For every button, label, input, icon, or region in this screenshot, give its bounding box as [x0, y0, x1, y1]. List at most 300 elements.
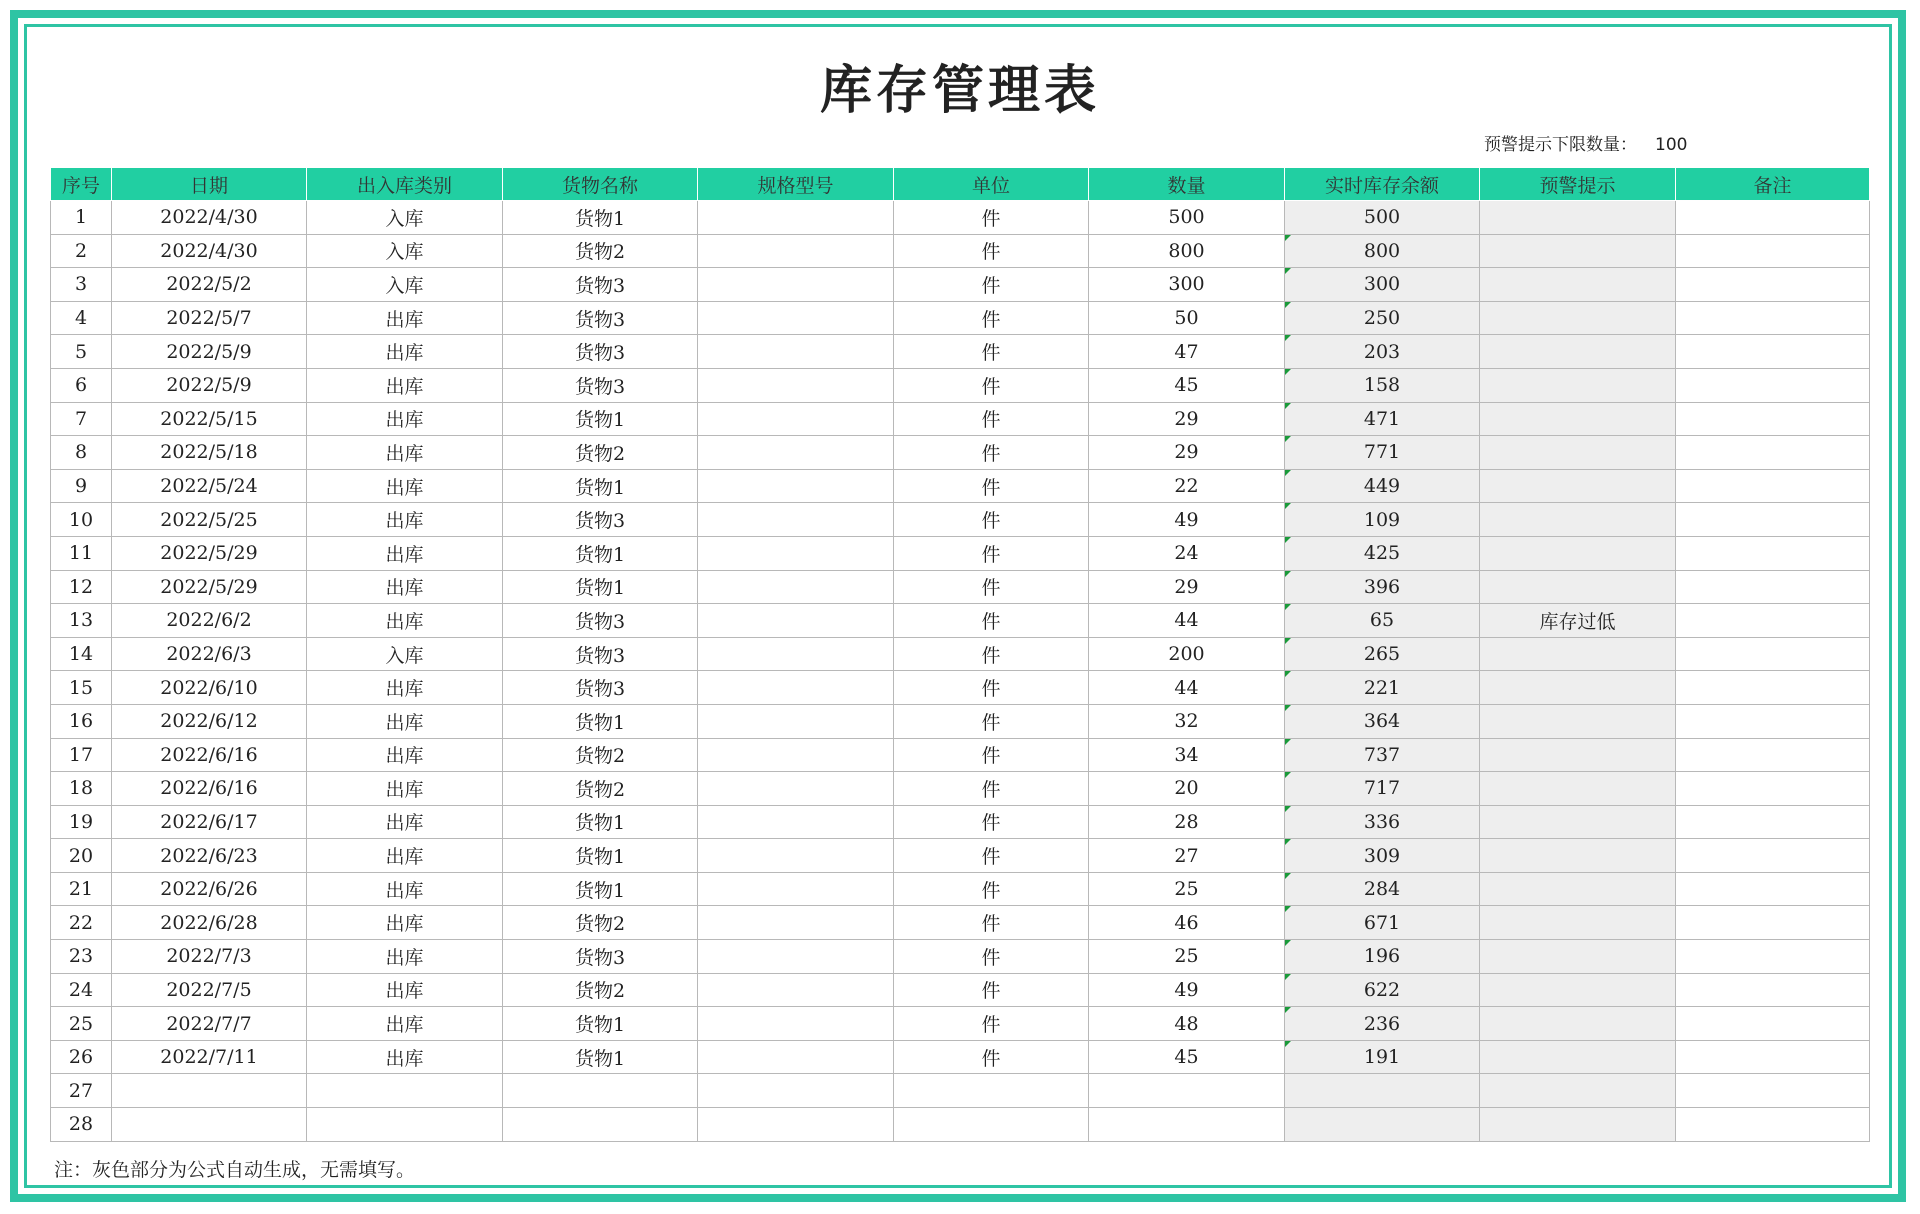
- cell-balance[interactable]: [1285, 570, 1480, 604]
- cell-item[interactable]: [503, 772, 698, 806]
- cell-type[interactable]: [307, 268, 503, 302]
- cell-type[interactable]: [307, 1074, 503, 1108]
- cell-no[interactable]: [51, 872, 112, 906]
- cell-balance[interactable]: [1285, 268, 1480, 302]
- cell-warning[interactable]: [1480, 368, 1676, 402]
- cell-no[interactable]: [51, 940, 112, 974]
- cell-unit[interactable]: [894, 1040, 1089, 1074]
- cell-no[interactable]: [51, 335, 112, 369]
- cell-qty[interactable]: [1089, 335, 1285, 369]
- cell-qty[interactable]: [1089, 1007, 1285, 1041]
- cell-remark[interactable]: [1676, 738, 1870, 772]
- cell-unit[interactable]: [894, 570, 1089, 604]
- cell-unit[interactable]: [894, 637, 1089, 671]
- cell-warning[interactable]: [1480, 1007, 1676, 1041]
- cell-type[interactable]: [307, 201, 503, 235]
- cell-no[interactable]: [51, 704, 112, 738]
- cell-remark[interactable]: [1676, 637, 1870, 671]
- cell-spec[interactable]: [698, 301, 894, 335]
- cell-remark[interactable]: [1676, 973, 1870, 1007]
- cell-warning[interactable]: [1480, 301, 1676, 335]
- cell-spec[interactable]: [698, 536, 894, 570]
- cell-remark[interactable]: [1676, 335, 1870, 369]
- cell-spec[interactable]: [698, 637, 894, 671]
- cell-no[interactable]: [51, 604, 112, 638]
- cell-warning[interactable]: [1480, 671, 1676, 705]
- cell-balance[interactable]: [1285, 805, 1480, 839]
- cell-balance[interactable]: [1285, 402, 1480, 436]
- cell-type[interactable]: [307, 704, 503, 738]
- cell-balance[interactable]: [1285, 973, 1480, 1007]
- cell-date[interactable]: [112, 1074, 307, 1108]
- cell-no[interactable]: [51, 1108, 112, 1142]
- cell-unit[interactable]: [894, 839, 1089, 873]
- cell-type[interactable]: [307, 839, 503, 873]
- cell-type[interactable]: [307, 570, 503, 604]
- header-col-type[interactable]: 出入库类别: [307, 168, 503, 201]
- cell-balance[interactable]: [1285, 839, 1480, 873]
- cell-warning[interactable]: [1480, 335, 1676, 369]
- cell-spec[interactable]: [698, 604, 894, 638]
- cell-unit[interactable]: [894, 201, 1089, 235]
- cell-spec[interactable]: [698, 872, 894, 906]
- cell-type[interactable]: [307, 973, 503, 1007]
- cell-date[interactable]: [112, 536, 307, 570]
- cell-unit[interactable]: [894, 436, 1089, 470]
- cell-remark[interactable]: [1676, 906, 1870, 940]
- cell-balance[interactable]: [1285, 469, 1480, 503]
- cell-balance[interactable]: [1285, 772, 1480, 806]
- cell-date[interactable]: [112, 469, 307, 503]
- cell-unit[interactable]: [894, 1007, 1089, 1041]
- header-col-balance[interactable]: 实时库存余额: [1285, 168, 1480, 201]
- cell-warning[interactable]: [1480, 1040, 1676, 1074]
- cell-qty[interactable]: [1089, 469, 1285, 503]
- cell-qty[interactable]: [1089, 570, 1285, 604]
- cell-date[interactable]: [112, 805, 307, 839]
- cell-unit[interactable]: [894, 301, 1089, 335]
- cell-unit[interactable]: [894, 503, 1089, 537]
- cell-warning[interactable]: [1480, 973, 1676, 1007]
- cell-warning[interactable]: [1480, 469, 1676, 503]
- cell-spec[interactable]: [698, 1040, 894, 1074]
- cell-type[interactable]: [307, 604, 503, 638]
- cell-balance[interactable]: [1285, 368, 1480, 402]
- cell-unit[interactable]: [894, 368, 1089, 402]
- cell-remark[interactable]: [1676, 234, 1870, 268]
- cell-qty[interactable]: [1089, 772, 1285, 806]
- cell-warning[interactable]: [1480, 738, 1676, 772]
- cell-date[interactable]: [112, 906, 307, 940]
- cell-item[interactable]: [503, 1074, 698, 1108]
- cell-qty[interactable]: [1089, 201, 1285, 235]
- cell-item[interactable]: [503, 1108, 698, 1142]
- cell-item[interactable]: [503, 335, 698, 369]
- cell-date[interactable]: [112, 1108, 307, 1142]
- cell-warning[interactable]: [1480, 772, 1676, 806]
- cell-type[interactable]: [307, 940, 503, 974]
- cell-balance[interactable]: [1285, 1074, 1480, 1108]
- cell-qty[interactable]: [1089, 973, 1285, 1007]
- cell-item[interactable]: [503, 368, 698, 402]
- cell-text: 158: [1363, 374, 1401, 397]
- cell-qty[interactable]: [1089, 1108, 1285, 1142]
- cell-date[interactable]: [112, 436, 307, 470]
- cell-warning[interactable]: [1480, 1074, 1676, 1108]
- cell-item[interactable]: [503, 604, 698, 638]
- cell-unit[interactable]: [894, 268, 1089, 302]
- cell-date[interactable]: [112, 368, 307, 402]
- cell-remark[interactable]: [1676, 503, 1870, 537]
- cell-no[interactable]: [51, 772, 112, 806]
- cell-item[interactable]: [503, 671, 698, 705]
- cell-remark[interactable]: [1676, 469, 1870, 503]
- cell-item[interactable]: [503, 906, 698, 940]
- cell-spec[interactable]: [698, 671, 894, 705]
- table-row: [51, 201, 1870, 235]
- cell-date[interactable]: [112, 604, 307, 638]
- cell-date[interactable]: [112, 234, 307, 268]
- cell-spec[interactable]: [698, 335, 894, 369]
- cell-unit[interactable]: [894, 536, 1089, 570]
- cell-warning[interactable]: [1480, 805, 1676, 839]
- cell-type[interactable]: [307, 805, 503, 839]
- cell-unit[interactable]: [894, 940, 1089, 974]
- cell-unit[interactable]: [894, 738, 1089, 772]
- cell-spec[interactable]: [698, 570, 894, 604]
- cell-no[interactable]: [51, 839, 112, 873]
- cell-warning[interactable]: [1480, 637, 1676, 671]
- cell-item[interactable]: [503, 469, 698, 503]
- cell-unit[interactable]: [894, 772, 1089, 806]
- cell-spec[interactable]: [698, 201, 894, 235]
- cell-spec[interactable]: [698, 1108, 894, 1142]
- cell-date[interactable]: [112, 772, 307, 806]
- cell-no[interactable]: [51, 469, 112, 503]
- cell-type[interactable]: [307, 335, 503, 369]
- cell-warning[interactable]: [1480, 1108, 1676, 1142]
- cell-item[interactable]: [503, 301, 698, 335]
- cell-remark[interactable]: [1676, 772, 1870, 806]
- cell-spec[interactable]: [698, 469, 894, 503]
- cell-type[interactable]: [307, 1108, 503, 1142]
- cell-unit[interactable]: [894, 872, 1089, 906]
- cell-qty[interactable]: [1089, 368, 1285, 402]
- cell-qty[interactable]: [1089, 805, 1285, 839]
- cell-type[interactable]: [307, 436, 503, 470]
- cell-date[interactable]: [112, 671, 307, 705]
- cell-warning[interactable]: [1480, 402, 1676, 436]
- cell-item[interactable]: [503, 973, 698, 1007]
- cell-remark[interactable]: [1676, 301, 1870, 335]
- cell-date[interactable]: [112, 335, 307, 369]
- cell-balance[interactable]: [1285, 671, 1480, 705]
- cell-no[interactable]: [51, 536, 112, 570]
- cell-date[interactable]: [112, 637, 307, 671]
- cell-balance[interactable]: [1285, 436, 1480, 470]
- cell-item[interactable]: [503, 704, 698, 738]
- formula-flag-icon: [1285, 302, 1291, 308]
- cell-balance[interactable]: [1285, 940, 1480, 974]
- cell-no[interactable]: [51, 201, 112, 235]
- cell-type[interactable]: [307, 536, 503, 570]
- cell-type[interactable]: [307, 469, 503, 503]
- cell-spec[interactable]: [698, 234, 894, 268]
- cell-no[interactable]: [51, 805, 112, 839]
- cell-remark[interactable]: [1676, 704, 1870, 738]
- cell-remark[interactable]: [1676, 268, 1870, 302]
- cell-balance[interactable]: [1285, 704, 1480, 738]
- cell-qty[interactable]: [1089, 1040, 1285, 1074]
- cell-spec[interactable]: [698, 436, 894, 470]
- cell-unit[interactable]: [894, 402, 1089, 436]
- cell-remark[interactable]: [1676, 940, 1870, 974]
- threshold-value[interactable]: 100: [1655, 135, 1688, 155]
- cell-item[interactable]: [503, 1007, 698, 1041]
- cell-qty[interactable]: [1089, 234, 1285, 268]
- cell-warning[interactable]: [1480, 536, 1676, 570]
- cell-qty[interactable]: [1089, 503, 1285, 537]
- cell-qty[interactable]: [1089, 671, 1285, 705]
- cell-spec[interactable]: [698, 268, 894, 302]
- header-col-item[interactable]: 货物名称: [503, 168, 698, 201]
- cell-unit[interactable]: [894, 604, 1089, 638]
- cell-remark[interactable]: [1676, 368, 1870, 402]
- cell-type[interactable]: [307, 772, 503, 806]
- cell-date[interactable]: [112, 301, 307, 335]
- header-col-spec[interactable]: 规格型号: [698, 168, 894, 201]
- cell-balance[interactable]: [1285, 738, 1480, 772]
- cell-date[interactable]: [112, 738, 307, 772]
- cell-type[interactable]: [307, 671, 503, 705]
- cell-spec[interactable]: [698, 1007, 894, 1041]
- cell-no[interactable]: [51, 1007, 112, 1041]
- cell-date[interactable]: [112, 570, 307, 604]
- cell-item[interactable]: [503, 940, 698, 974]
- cell-no[interactable]: [51, 570, 112, 604]
- cell-warning[interactable]: [1480, 268, 1676, 302]
- cell-remark[interactable]: [1676, 1108, 1870, 1142]
- cell-qty[interactable]: [1089, 268, 1285, 302]
- cell-unit[interactable]: [894, 1074, 1089, 1108]
- cell-type[interactable]: [307, 906, 503, 940]
- cell-text: 13: [68, 609, 94, 632]
- cell-spec[interactable]: [698, 940, 894, 974]
- cell-warning[interactable]: [1480, 906, 1676, 940]
- cell-balance[interactable]: [1285, 335, 1480, 369]
- cell-spec[interactable]: [698, 503, 894, 537]
- cell-remark[interactable]: [1676, 839, 1870, 873]
- cell-unit[interactable]: [894, 704, 1089, 738]
- cell-remark[interactable]: [1676, 1074, 1870, 1108]
- cell-type[interactable]: [307, 637, 503, 671]
- cell-warning[interactable]: [1480, 872, 1676, 906]
- cell-no[interactable]: [51, 906, 112, 940]
- cell-warning[interactable]: [1480, 704, 1676, 738]
- cell-type[interactable]: [307, 738, 503, 772]
- cell-date[interactable]: [112, 973, 307, 1007]
- cell-remark[interactable]: [1676, 671, 1870, 705]
- cell-balance[interactable]: [1285, 234, 1480, 268]
- cell-date[interactable]: [112, 704, 307, 738]
- header-col-remark[interactable]: 备注: [1676, 168, 1870, 201]
- cell-no[interactable]: [51, 1040, 112, 1074]
- cell-remark[interactable]: [1676, 436, 1870, 470]
- cell-remark[interactable]: [1676, 402, 1870, 436]
- cell-item[interactable]: [503, 201, 698, 235]
- cell-balance[interactable]: [1285, 301, 1480, 335]
- header-col-warning[interactable]: 预警提示: [1480, 168, 1676, 201]
- cell-spec[interactable]: [698, 402, 894, 436]
- cell-type[interactable]: [307, 503, 503, 537]
- cell-qty[interactable]: [1089, 301, 1285, 335]
- cell-no[interactable]: [51, 503, 112, 537]
- cell-balance[interactable]: [1285, 1108, 1480, 1142]
- cell-spec[interactable]: [698, 704, 894, 738]
- table-row: [51, 536, 1870, 570]
- cell-remark[interactable]: [1676, 570, 1870, 604]
- cell-date[interactable]: [112, 402, 307, 436]
- cell-qty[interactable]: [1089, 536, 1285, 570]
- cell-date[interactable]: [112, 268, 307, 302]
- cell-balance[interactable]: [1285, 906, 1480, 940]
- cell-no[interactable]: [51, 1074, 112, 1108]
- header-col-qty[interactable]: 数量: [1089, 168, 1285, 201]
- cell-warning[interactable]: [1480, 234, 1676, 268]
- cell-qty[interactable]: [1089, 906, 1285, 940]
- cell-remark[interactable]: [1676, 805, 1870, 839]
- cell-item[interactable]: [503, 402, 698, 436]
- cell-balance[interactable]: [1285, 201, 1480, 235]
- cell-type[interactable]: [307, 1007, 503, 1041]
- cell-qty[interactable]: [1089, 940, 1285, 974]
- cell-item[interactable]: [503, 268, 698, 302]
- cell-qty[interactable]: [1089, 402, 1285, 436]
- cell-item[interactable]: [503, 570, 698, 604]
- cell-item[interactable]: [503, 738, 698, 772]
- cell-unit[interactable]: [894, 469, 1089, 503]
- cell-item[interactable]: [503, 234, 698, 268]
- cell-balance[interactable]: [1285, 1007, 1480, 1041]
- cell-spec[interactable]: [698, 906, 894, 940]
- cell-text: 货物3: [574, 274, 626, 297]
- header-col-unit[interactable]: 单位: [894, 168, 1089, 201]
- cell-unit[interactable]: [894, 906, 1089, 940]
- cell-balance[interactable]: [1285, 872, 1480, 906]
- cell-no[interactable]: [51, 671, 112, 705]
- cell-remark[interactable]: [1676, 872, 1870, 906]
- cell-item[interactable]: [503, 637, 698, 671]
- cell-spec[interactable]: [698, 738, 894, 772]
- cell-qty[interactable]: [1089, 1074, 1285, 1108]
- cell-warning[interactable]: [1480, 570, 1676, 604]
- cell-date[interactable]: [112, 1007, 307, 1041]
- cell-unit[interactable]: [894, 234, 1089, 268]
- cell-no[interactable]: [51, 268, 112, 302]
- cell-warning[interactable]: [1480, 436, 1676, 470]
- cell-no[interactable]: [51, 637, 112, 671]
- cell-date[interactable]: [112, 201, 307, 235]
- cell-remark[interactable]: [1676, 1007, 1870, 1041]
- table-row: [51, 872, 1870, 906]
- cell-item[interactable]: [503, 839, 698, 873]
- cell-date[interactable]: [112, 839, 307, 873]
- header-col-no[interactable]: 序号: [51, 168, 112, 201]
- cell-item[interactable]: [503, 1040, 698, 1074]
- cell-qty[interactable]: [1089, 637, 1285, 671]
- cell-remark[interactable]: [1676, 201, 1870, 235]
- cell-warning[interactable]: [1480, 839, 1676, 873]
- cell-type[interactable]: [307, 301, 503, 335]
- cell-type[interactable]: [307, 872, 503, 906]
- cell-qty[interactable]: [1089, 436, 1285, 470]
- cell-balance[interactable]: [1285, 503, 1480, 537]
- cell-balance[interactable]: [1285, 604, 1480, 638]
- cell-remark[interactable]: [1676, 1040, 1870, 1074]
- cell-item[interactable]: [503, 503, 698, 537]
- cell-no[interactable]: [51, 368, 112, 402]
- cell-no[interactable]: [51, 402, 112, 436]
- cell-date[interactable]: [112, 940, 307, 974]
- cell-unit[interactable]: [894, 973, 1089, 1007]
- cell-no[interactable]: [51, 738, 112, 772]
- cell-no[interactable]: [51, 436, 112, 470]
- cell-warning[interactable]: [1480, 503, 1676, 537]
- cell-date[interactable]: [112, 503, 307, 537]
- cell-item[interactable]: [503, 805, 698, 839]
- cell-no[interactable]: [51, 973, 112, 1007]
- cell-spec[interactable]: [698, 805, 894, 839]
- cell-warning[interactable]: [1480, 604, 1676, 638]
- formula-flag-icon: [1285, 638, 1291, 644]
- cell-type[interactable]: [307, 234, 503, 268]
- cell-warning[interactable]: [1480, 201, 1676, 235]
- cell-warning[interactable]: [1480, 940, 1676, 974]
- cell-qty[interactable]: [1089, 872, 1285, 906]
- cell-date[interactable]: [112, 872, 307, 906]
- cell-unit[interactable]: [894, 671, 1089, 705]
- cell-unit[interactable]: [894, 805, 1089, 839]
- cell-balance[interactable]: [1285, 1040, 1480, 1074]
- cell-no[interactable]: [51, 301, 112, 335]
- cell-item[interactable]: [503, 872, 698, 906]
- cell-spec[interactable]: [698, 839, 894, 873]
- cell-type[interactable]: [307, 368, 503, 402]
- cell-no[interactable]: [51, 234, 112, 268]
- cell-remark[interactable]: [1676, 604, 1870, 638]
- cell-unit[interactable]: [894, 335, 1089, 369]
- cell-unit[interactable]: [894, 1108, 1089, 1142]
- cell-balance[interactable]: [1285, 536, 1480, 570]
- cell-remark[interactable]: [1676, 536, 1870, 570]
- cell-spec[interactable]: [698, 1074, 894, 1108]
- cell-spec[interactable]: [698, 772, 894, 806]
- cell-text: 284: [1363, 878, 1401, 901]
- cell-balance[interactable]: [1285, 637, 1480, 671]
- cell-type[interactable]: [307, 1040, 503, 1074]
- cell-item[interactable]: [503, 436, 698, 470]
- cell-qty[interactable]: [1089, 839, 1285, 873]
- cell-item[interactable]: [503, 536, 698, 570]
- cell-qty[interactable]: [1089, 704, 1285, 738]
- cell-type[interactable]: [307, 402, 503, 436]
- cell-date[interactable]: [112, 1040, 307, 1074]
- cell-qty[interactable]: [1089, 604, 1285, 638]
- cell-spec[interactable]: [698, 973, 894, 1007]
- header-col-date[interactable]: 日期: [112, 168, 307, 201]
- cell-spec[interactable]: [698, 368, 894, 402]
- cell-qty[interactable]: [1089, 738, 1285, 772]
